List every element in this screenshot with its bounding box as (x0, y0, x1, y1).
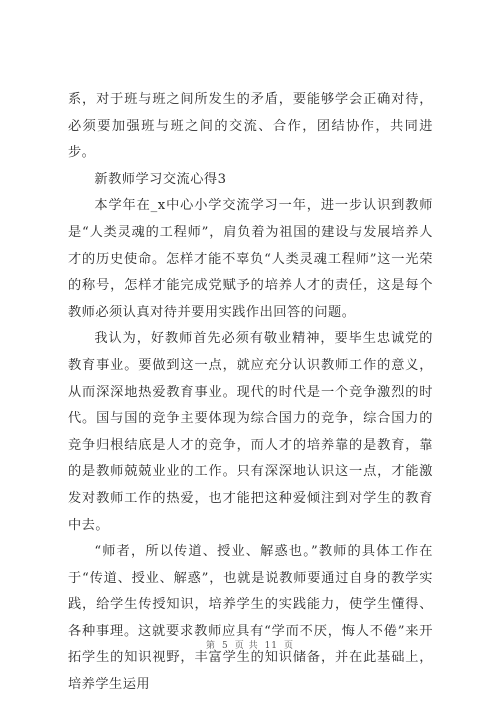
footer-label-end: 页 (284, 641, 295, 651)
footer-label-page: 第 (205, 641, 216, 651)
footer-total-pages: 11 (264, 641, 279, 651)
footer-current-page: 5 (221, 641, 229, 651)
document-body (68, 87, 433, 699)
footer-label-of: 页 共 (234, 641, 259, 651)
paragraph-intro: 本学年在_x中心小学交流学习一年，进一步认识到教师是“人类灵魂的工程师”，肩负着为祖国的建设与发展培养人才的历史使命。怎样才能不辜负“人类灵魂工程师”这一光荣的称号，怎样才能完成党赋予的培养人才的责任，这是每个教师必须认真对待并要用实践作出回答的问题。 (68, 198, 433, 320)
section-heading: 新教师学习交流心得3 (94, 171, 227, 187)
paragraph-teaching-duty: “师者，所以传道、授业、解惑也。”教师的具体工作在于“传道、授业、解惑”，也就是说教师要通过自身的教学实践，给学生传授知识，培养学生的实践能力，使学生懂得、各种事理。这就要求教师应具有“学而不厌，悔人不倦”来开拓学生的知识视野，丰富学生的知识储备，并在此基础上，培养学生运用 (68, 544, 433, 693)
paragraph-dedication: 我认为，好教师首先必须有敬业精神，要毕生忠诚党的教育事业。要做到这一点，就应充分认识教师工作的意义，从而深深地热爱教育事业。现代的时代是一个竞争激烈的时代。国与国的竞争主要体现为综合国力的竞争，综合国力的竞争归根结底是人才的竞争，而人才的培养靠的是教育，靠的是教师兢兢业业的工作。只有深深地认识这一点，才能激发对教师工作的热爱，也才能把这种爱倾注到对学生的教育中去。 (68, 331, 433, 533)
paragraph-continued: 系，对于班与班之间所发生的矛盾，要能够学会正确对待，必须要加强班与班之间的交流、合作，团结协作，共同进步。 (68, 92, 433, 161)
page-footer (0, 638, 500, 651)
